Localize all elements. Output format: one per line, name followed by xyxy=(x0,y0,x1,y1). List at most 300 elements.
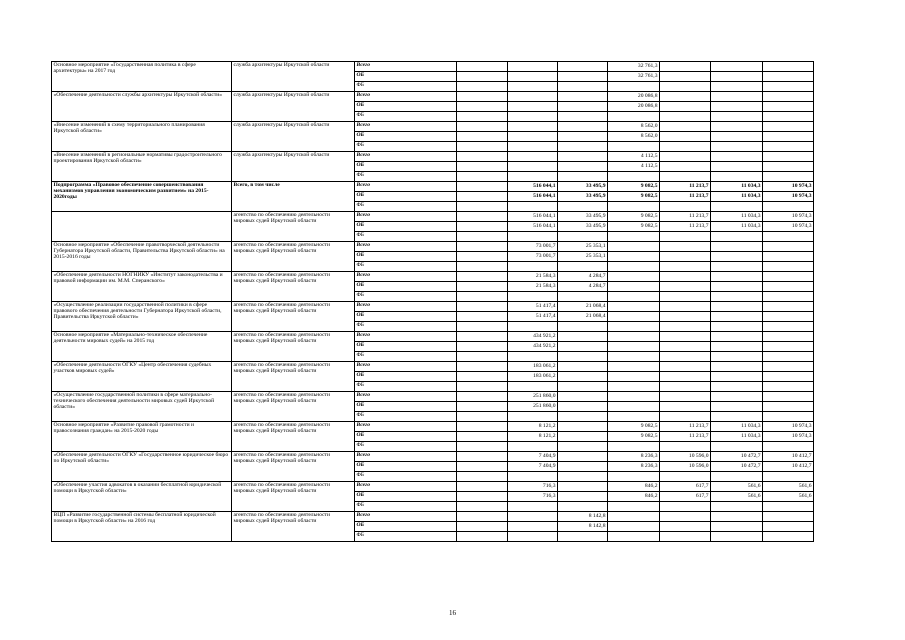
executor-cell: агентство по обеспечению деятельности мировых судей Иркутской области xyxy=(232,362,355,392)
amount-cell xyxy=(558,202,608,212)
amount-cell xyxy=(660,72,711,82)
funding-source-cell: ОБ xyxy=(355,492,457,502)
amount-cell xyxy=(711,532,763,542)
amount-cell xyxy=(763,312,814,322)
event-name-cell: «Внесение изменений в региональные нормативы градостроительного проектирования Иркутской области» xyxy=(52,152,232,182)
funding-source-cell: ОБ xyxy=(355,282,457,292)
funding-source-cell: Всего xyxy=(355,392,457,402)
amount-cell xyxy=(608,242,660,252)
amount-cell xyxy=(508,292,558,302)
amount-cell xyxy=(763,382,814,392)
amount-cell xyxy=(457,422,508,432)
amount-cell xyxy=(711,92,763,102)
amount-cell xyxy=(457,302,508,312)
amount-cell xyxy=(660,272,711,282)
event-name-cell: Основное мероприятие «Государственная политика в сфере архитектуры» на 2017 год xyxy=(52,62,232,92)
amount-cell xyxy=(711,342,763,352)
amount-cell xyxy=(660,502,711,512)
amount-cell xyxy=(763,322,814,332)
amount-cell xyxy=(608,332,660,342)
amount-cell: 8 236,3 xyxy=(608,452,660,462)
amount-cell xyxy=(508,532,558,542)
amount-cell xyxy=(711,412,763,422)
amount-cell: 4 112,5 xyxy=(608,162,660,172)
budget-table xyxy=(51,61,814,542)
amount-cell: 617,7 xyxy=(660,492,711,502)
amount-cell xyxy=(608,252,660,262)
funding-source-cell: ФБ xyxy=(355,532,457,542)
amount-cell xyxy=(508,472,558,482)
amount-cell xyxy=(660,62,711,72)
amount-cell xyxy=(508,122,558,132)
table-row xyxy=(52,482,814,492)
funding-source-cell: ОБ xyxy=(355,72,457,82)
amount-cell xyxy=(457,322,508,332)
amount-cell xyxy=(508,162,558,172)
amount-cell xyxy=(558,142,608,152)
amount-cell xyxy=(558,82,608,92)
amount-cell xyxy=(457,352,508,362)
amount-cell xyxy=(763,232,814,242)
amount-cell xyxy=(558,362,608,372)
funding-source-cell: ФБ xyxy=(355,202,457,212)
amount-cell xyxy=(558,492,608,502)
funding-source-cell: ФБ xyxy=(355,142,457,152)
amount-cell xyxy=(508,132,558,142)
amount-cell xyxy=(660,232,711,242)
amount-cell xyxy=(558,112,608,122)
table-row xyxy=(52,152,814,162)
event-name-cell: ВЦП «Развитие государственной системы бесплатной юридической помощи в Иркутской области» на 2016 год xyxy=(52,512,232,542)
amount-cell xyxy=(608,442,660,452)
amount-cell: 32 761,3 xyxy=(608,72,660,82)
funding-source-cell: Всего xyxy=(355,122,457,132)
amount-cell xyxy=(763,162,814,172)
amount-cell xyxy=(711,402,763,412)
amount-cell xyxy=(558,262,608,272)
event-name-cell: «Обеспечение деятельности ОГКУ «Центр обеспечения судебных участков мировых судей» xyxy=(52,362,232,392)
amount-cell xyxy=(763,292,814,302)
amount-cell xyxy=(457,282,508,292)
amount-cell xyxy=(608,502,660,512)
amount-cell xyxy=(660,252,711,262)
amount-cell xyxy=(660,332,711,342)
amount-cell: 51 417,4 xyxy=(508,302,558,312)
amount-cell xyxy=(763,532,814,542)
amount-cell xyxy=(660,372,711,382)
funding-source-cell: ОБ xyxy=(355,222,457,232)
amount-cell xyxy=(508,382,558,392)
amount-cell xyxy=(558,432,608,442)
amount-cell: 9 082,5 xyxy=(608,182,660,192)
amount-cell xyxy=(660,522,711,532)
executor-cell: служба архитектуры Иркутской области xyxy=(232,152,355,182)
amount-cell: 10 974,3 xyxy=(763,422,814,432)
amount-cell: 10 412,7 xyxy=(763,452,814,462)
amount-cell: 183 061,2 xyxy=(508,372,558,382)
amount-cell xyxy=(457,242,508,252)
executor-cell: агентство по обеспечению деятельности мировых судей Иркутской области xyxy=(232,512,355,542)
amount-cell: 20 086,8 xyxy=(608,102,660,112)
amount-cell xyxy=(660,122,711,132)
event-name-cell: «Внесение изменений в схему территориального планирования Иркутской области» xyxy=(52,122,232,152)
event-name-cell: «Обеспечение участия адвокатов в оказании бесплатной юридической помощи в Иркутской области» xyxy=(52,482,232,512)
amount-cell xyxy=(558,532,608,542)
amount-cell xyxy=(457,402,508,412)
amount-cell xyxy=(558,102,608,112)
amount-cell xyxy=(558,162,608,172)
amount-cell xyxy=(457,262,508,272)
amount-cell xyxy=(763,252,814,262)
amount-cell xyxy=(508,112,558,122)
amount-cell: 10 472,7 xyxy=(711,452,763,462)
amount-cell: 516 044,1 xyxy=(508,212,558,222)
amount-cell xyxy=(763,102,814,112)
amount-cell xyxy=(558,462,608,472)
amount-cell xyxy=(711,232,763,242)
amount-cell xyxy=(608,402,660,412)
funding-source-cell: ОБ xyxy=(355,312,457,322)
amount-cell xyxy=(508,172,558,182)
amount-cell xyxy=(763,522,814,532)
executor-cell: агентство по обеспечению деятельности мировых судей Иркутской области xyxy=(232,482,355,512)
amount-cell xyxy=(763,332,814,342)
amount-cell xyxy=(763,372,814,382)
amount-cell xyxy=(608,112,660,122)
amount-cell xyxy=(711,382,763,392)
amount-cell xyxy=(763,402,814,412)
amount-cell: 10 596,0 xyxy=(660,462,711,472)
funding-source-cell: ФБ xyxy=(355,292,457,302)
amount-cell: 11 213,7 xyxy=(660,432,711,442)
amount-cell xyxy=(508,262,558,272)
amount-cell xyxy=(660,102,711,112)
table-row xyxy=(52,182,814,192)
amount-cell xyxy=(508,202,558,212)
table-row xyxy=(52,62,814,72)
amount-cell: 846,2 xyxy=(608,482,660,492)
amount-cell xyxy=(763,262,814,272)
funding-source-cell: ОБ xyxy=(355,132,457,142)
amount-cell xyxy=(763,92,814,102)
amount-cell xyxy=(660,292,711,302)
amount-cell: 4 284,7 xyxy=(558,272,608,282)
amount-cell xyxy=(457,172,508,182)
funding-source-cell: ОБ xyxy=(355,192,457,202)
amount-cell xyxy=(711,152,763,162)
amount-cell xyxy=(508,322,558,332)
amount-cell xyxy=(711,262,763,272)
amount-cell xyxy=(608,362,660,372)
amount-cell xyxy=(608,282,660,292)
funding-source-cell: ФБ xyxy=(355,472,457,482)
amount-cell xyxy=(660,342,711,352)
amount-cell xyxy=(763,472,814,482)
amount-cell xyxy=(558,152,608,162)
amount-cell xyxy=(660,532,711,542)
amount-cell: 8 121,2 xyxy=(508,422,558,432)
amount-cell xyxy=(457,532,508,542)
amount-cell xyxy=(711,132,763,142)
funding-source-cell: Всего xyxy=(355,422,457,432)
amount-cell xyxy=(608,412,660,422)
amount-cell xyxy=(608,202,660,212)
event-name-cell: «Обеспечение деятельности ОГКУ «Государственное юридическое бюро по Иркутской области» xyxy=(52,452,232,482)
amount-cell xyxy=(457,462,508,472)
funding-source-cell: Всего xyxy=(355,362,457,372)
funding-source-cell: Всего xyxy=(355,272,457,282)
table-row xyxy=(52,242,814,252)
event-name-cell: «Обеспечение деятельности службы архитектуры Иркутской области» xyxy=(52,92,232,122)
funding-source-cell: ОБ xyxy=(355,102,457,112)
funding-source-cell: Всего xyxy=(355,62,457,72)
table-row xyxy=(52,122,814,132)
amount-cell xyxy=(763,272,814,282)
amount-cell xyxy=(660,142,711,152)
amount-cell xyxy=(457,212,508,222)
amount-cell xyxy=(608,372,660,382)
amount-cell: 8 121,2 xyxy=(508,432,558,442)
amount-cell: 33 495,9 xyxy=(558,192,608,202)
amount-cell xyxy=(763,502,814,512)
executor-cell: служба архитектуры Иркутской области xyxy=(232,92,355,122)
amount-cell xyxy=(558,92,608,102)
amount-cell xyxy=(763,512,814,522)
amount-cell xyxy=(660,172,711,182)
amount-cell xyxy=(457,442,508,452)
amount-cell xyxy=(711,162,763,172)
amount-cell: 32 761,3 xyxy=(608,62,660,72)
amount-cell: 7 404,9 xyxy=(508,462,558,472)
amount-cell xyxy=(608,352,660,362)
amount-cell xyxy=(508,442,558,452)
table-row xyxy=(52,302,814,312)
table-row xyxy=(52,422,814,432)
amount-cell xyxy=(763,72,814,82)
amount-cell xyxy=(457,92,508,102)
amount-cell: 561,6 xyxy=(763,492,814,502)
amount-cell xyxy=(558,322,608,332)
executor-cell: агентство по обеспечению деятельности мировых судей Иркутской области xyxy=(232,422,355,452)
amount-cell: 9 082,5 xyxy=(608,212,660,222)
amount-cell: 33 495,9 xyxy=(558,212,608,222)
amount-cell xyxy=(457,72,508,82)
amount-cell: 8 562,0 xyxy=(608,132,660,142)
amount-cell: 21 068,4 xyxy=(558,312,608,322)
executor-cell: служба архитектуры Иркутской области xyxy=(232,62,355,92)
executor-cell: агентство по обеспечению деятельности мировых судей Иркутской области xyxy=(232,392,355,422)
table-row xyxy=(52,452,814,462)
amount-cell xyxy=(558,72,608,82)
amount-cell xyxy=(457,152,508,162)
executor-cell: Всего, в том числе xyxy=(232,182,355,212)
amount-cell: 20 086,8 xyxy=(608,92,660,102)
funding-source-cell: ФБ xyxy=(355,502,457,512)
amount-cell xyxy=(660,312,711,322)
amount-cell xyxy=(608,322,660,332)
amount-cell xyxy=(457,512,508,522)
amount-cell xyxy=(457,522,508,532)
table-row xyxy=(52,272,814,282)
amount-cell xyxy=(660,362,711,372)
amount-cell: 8 562,0 xyxy=(608,122,660,132)
amount-cell xyxy=(711,252,763,262)
amount-cell xyxy=(608,172,660,182)
amount-cell xyxy=(457,372,508,382)
amount-cell: 33 495,9 xyxy=(558,222,608,232)
amount-cell xyxy=(660,442,711,452)
amount-cell: 10 974,3 xyxy=(763,192,814,202)
amount-cell xyxy=(558,62,608,72)
amount-cell: 10 974,3 xyxy=(763,222,814,232)
amount-cell xyxy=(660,472,711,482)
amount-cell xyxy=(711,112,763,122)
amount-cell xyxy=(457,82,508,92)
amount-cell xyxy=(558,482,608,492)
amount-cell: 516 044,1 xyxy=(508,182,558,192)
amount-cell xyxy=(558,452,608,462)
amount-cell xyxy=(711,142,763,152)
amount-cell xyxy=(763,142,814,152)
amount-cell xyxy=(660,262,711,272)
amount-cell xyxy=(660,152,711,162)
amount-cell xyxy=(457,222,508,232)
funding-source-cell: ФБ xyxy=(355,172,457,182)
amount-cell xyxy=(763,302,814,312)
amount-cell xyxy=(457,342,508,352)
amount-cell xyxy=(711,502,763,512)
amount-cell: 8 236,3 xyxy=(608,462,660,472)
amount-cell xyxy=(763,392,814,402)
amount-cell xyxy=(558,422,608,432)
amount-cell xyxy=(558,122,608,132)
funding-source-cell: ФБ xyxy=(355,262,457,272)
page-number: 16 xyxy=(449,609,456,617)
table-row xyxy=(52,392,814,402)
amount-cell: 11 034,3 xyxy=(711,212,763,222)
amount-cell xyxy=(711,102,763,112)
amount-cell xyxy=(711,392,763,402)
amount-cell: 25 353,1 xyxy=(558,242,608,252)
amount-cell xyxy=(508,142,558,152)
event-name-cell: «Обеспечение деятельности НОГНИКУ «Институт законодательства и правовой информации им. М.М. Сперанского» xyxy=(52,272,232,302)
amount-cell: 8 142,8 xyxy=(558,522,608,532)
funding-source-cell: Всего xyxy=(355,92,457,102)
amount-cell xyxy=(608,522,660,532)
event-name-cell: «Осуществление реализации государственной политики в сфере правового обеспечения деятельности Губернатора Иркутской области, Правительства Иркутской области» xyxy=(52,302,232,332)
executor-cell: агентство по обеспечению деятельности мировых судей Иркутской области xyxy=(232,452,355,482)
amount-cell xyxy=(763,242,814,252)
funding-source-cell: ОБ xyxy=(355,432,457,442)
amount-cell xyxy=(457,202,508,212)
amount-cell xyxy=(660,242,711,252)
amount-cell: 11 213,7 xyxy=(660,192,711,202)
amount-cell xyxy=(457,362,508,372)
amount-cell: 10 974,3 xyxy=(763,432,814,442)
amount-cell xyxy=(660,82,711,92)
amount-cell xyxy=(558,232,608,242)
executor-cell: агентство по обеспечению деятельности мировых судей Иркутской области xyxy=(232,272,355,302)
amount-cell: 251 860,0 xyxy=(508,402,558,412)
amount-cell xyxy=(608,292,660,302)
amount-cell xyxy=(711,352,763,362)
amount-cell xyxy=(763,352,814,362)
funding-source-cell: ОБ xyxy=(355,162,457,172)
amount-cell xyxy=(457,132,508,142)
amount-cell xyxy=(711,512,763,522)
amount-cell: 561,6 xyxy=(711,482,763,492)
amount-cell: 11 034,3 xyxy=(711,432,763,442)
amount-cell xyxy=(763,342,814,352)
amount-cell: 11 034,3 xyxy=(711,422,763,432)
table-row xyxy=(52,212,814,222)
amount-cell xyxy=(457,382,508,392)
amount-cell xyxy=(711,72,763,82)
funding-source-cell: ФБ xyxy=(355,232,457,242)
amount-cell xyxy=(457,122,508,132)
amount-cell: 11 213,7 xyxy=(660,422,711,432)
amount-cell xyxy=(711,312,763,322)
amount-cell xyxy=(711,242,763,252)
funding-source-cell: ОБ xyxy=(355,372,457,382)
amount-cell xyxy=(558,442,608,452)
amount-cell xyxy=(763,112,814,122)
amount-cell xyxy=(660,92,711,102)
amount-cell: 8 142,8 xyxy=(558,512,608,522)
event-name-cell: Основное мероприятие «Развитие правовой грамотности и правосознания граждан» на 2015-2020 годы xyxy=(52,422,232,452)
amount-cell xyxy=(711,82,763,92)
executor-cell: агентство по обеспечению деятельности мировых судей Иркутской области xyxy=(232,302,355,332)
amount-cell: 33 495,9 xyxy=(558,182,608,192)
amount-cell xyxy=(558,382,608,392)
amount-cell xyxy=(457,482,508,492)
amount-cell xyxy=(660,512,711,522)
amount-cell: 4 284,7 xyxy=(558,282,608,292)
funding-source-cell: ФБ xyxy=(355,112,457,122)
amount-cell xyxy=(763,62,814,72)
executor-cell: агентство по обеспечению деятельности мировых судей Иркутской области xyxy=(232,332,355,362)
amount-cell xyxy=(457,312,508,322)
amount-cell: 434 921,2 xyxy=(508,342,558,352)
amount-cell: 561,6 xyxy=(711,492,763,502)
amount-cell xyxy=(763,362,814,372)
amount-cell: 9 082,5 xyxy=(608,422,660,432)
amount-cell xyxy=(457,332,508,342)
funding-source-cell: ФБ xyxy=(355,322,457,332)
event-name-cell: «Осуществление государственной политики в сфере материально-технического обеспечения деятельности мировых судей Иркутской области» xyxy=(52,392,232,422)
funding-source-cell: ФБ xyxy=(355,382,457,392)
amount-cell: 10 596,0 xyxy=(660,452,711,462)
amount-cell xyxy=(763,172,814,182)
amount-cell: 617,7 xyxy=(660,482,711,492)
funding-source-cell: Всего xyxy=(355,212,457,222)
event-name-cell xyxy=(52,212,232,242)
amount-cell xyxy=(660,162,711,172)
amount-cell xyxy=(711,472,763,482)
funding-source-cell: Всего xyxy=(355,152,457,162)
amount-cell xyxy=(558,172,608,182)
amount-cell xyxy=(457,412,508,422)
amount-cell xyxy=(508,82,558,92)
amount-cell: 846,2 xyxy=(608,492,660,502)
amount-cell xyxy=(508,512,558,522)
amount-cell xyxy=(508,102,558,112)
amount-cell xyxy=(558,472,608,482)
funding-source-cell: Всего xyxy=(355,302,457,312)
amount-cell xyxy=(457,472,508,482)
funding-source-cell: Всего xyxy=(355,482,457,492)
amount-cell xyxy=(711,332,763,342)
